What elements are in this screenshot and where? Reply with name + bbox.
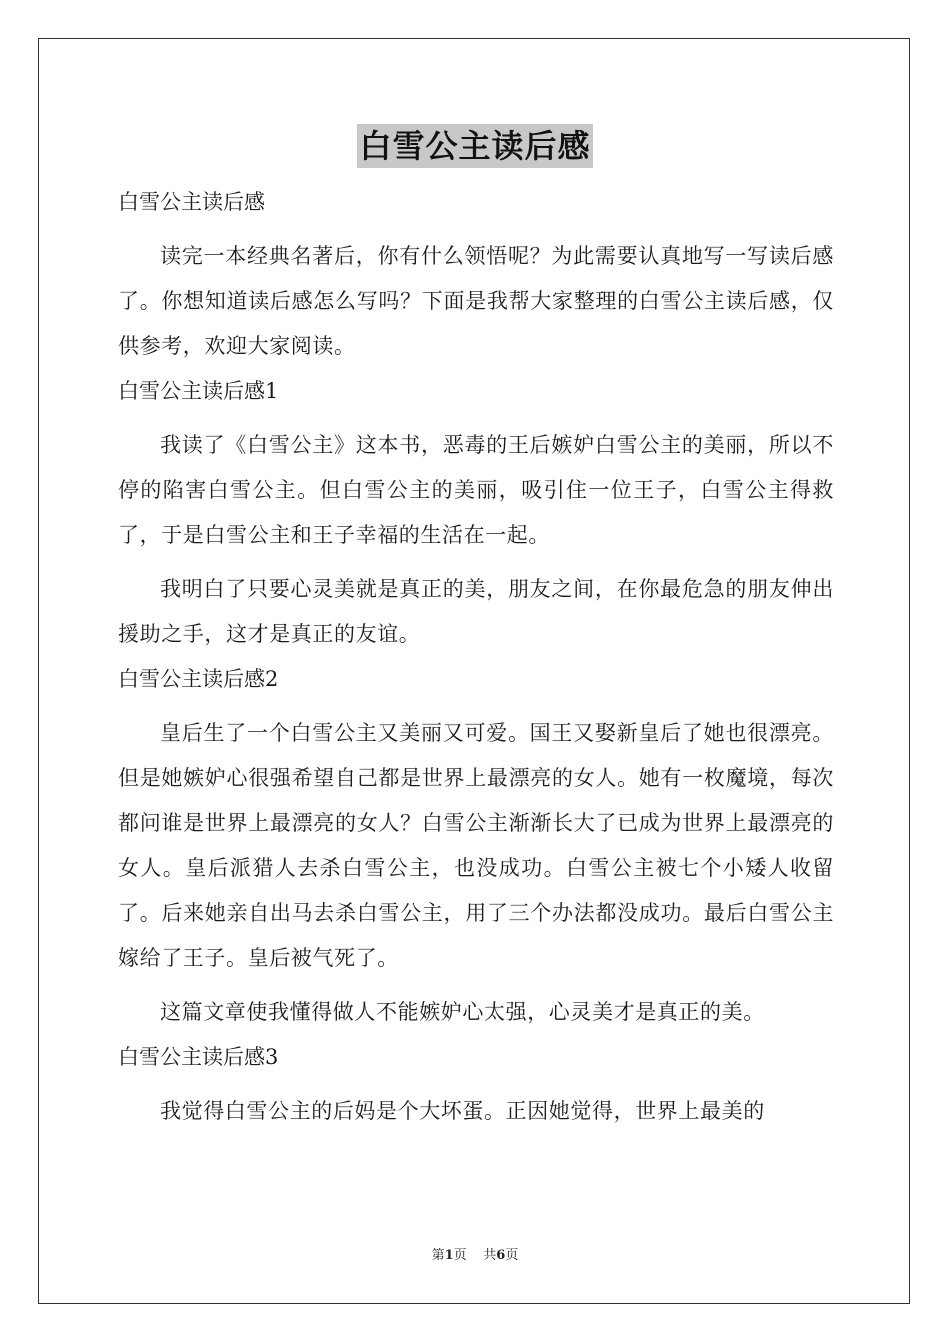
section-heading-3: 白雪公主读后感3	[118, 1045, 279, 1069]
total-prefix: 共	[483, 1248, 497, 1263]
section-1-paragraph-1: 我读了《白雪公主》这本书，恶毒的王后嫉妒白雪公主的美丽，所以不停的陷害白雪公主。但白雪公主的美丽，吸引住一位王子，白雪公主得救了，于是白雪公主和王子幸福的生活在一起。	[118, 433, 834, 547]
section-3-paragraph-1: 我觉得白雪公主的后妈是个大坏蛋。正因她觉得，世界上最美的	[160, 1099, 765, 1123]
document-body	[118, 180, 834, 1134]
document-title: 白雪公主读后感	[357, 124, 592, 168]
page-prefix: 第	[431, 1248, 445, 1263]
page-footer	[0, 1247, 950, 1265]
section-1-paragraph-2: 我明白了只要心灵美就是真正的美，朋友之间，在你最危急的朋友伸出援助之手，这才是真正的友谊。	[118, 577, 834, 646]
document-subtitle: 白雪公主读后感	[118, 190, 265, 214]
total-pages-number: 6	[496, 1248, 506, 1263]
title-container	[0, 124, 950, 168]
total-suffix: 页	[505, 1248, 519, 1263]
section-heading-1: 白雪公主读后感1	[118, 379, 279, 403]
page-suffix: 页	[453, 1248, 467, 1263]
current-page-number: 1	[444, 1248, 454, 1263]
intro-paragraph: 读完一本经典名著后，你有什么领悟呢？为此需要认真地写一写读后感了。你想知道读后感怎么写吗？下面是我帮大家整理的白雪公主读后感，仅供参考，欢迎大家阅读。	[118, 244, 834, 358]
section-heading-2: 白雪公主读后感2	[118, 667, 279, 691]
section-2-paragraph-2: 这篇文章使我懂得做人不能嫉妒心太强，心灵美才是真正的美。	[160, 1000, 765, 1024]
section-2-paragraph-1: 皇后生了一个白雪公主又美丽又可爱。国王又娶新皇后了她也很漂亮。但是她嫉妒心很强希望自己都是世界上最漂亮的女人。她有一枚魔境，每次都问谁是世界上最漂亮的女人？白雪公主渐渐长大了已成为世界上最漂亮的女人。皇后派猎人去杀白雪公主，也没成功。白雪公主被七个小矮人收留了。后来她亲自出马去杀白雪公主，用了三个办法都没成功。最后白雪公主嫁给了王子。皇后被气死了。	[118, 721, 834, 970]
